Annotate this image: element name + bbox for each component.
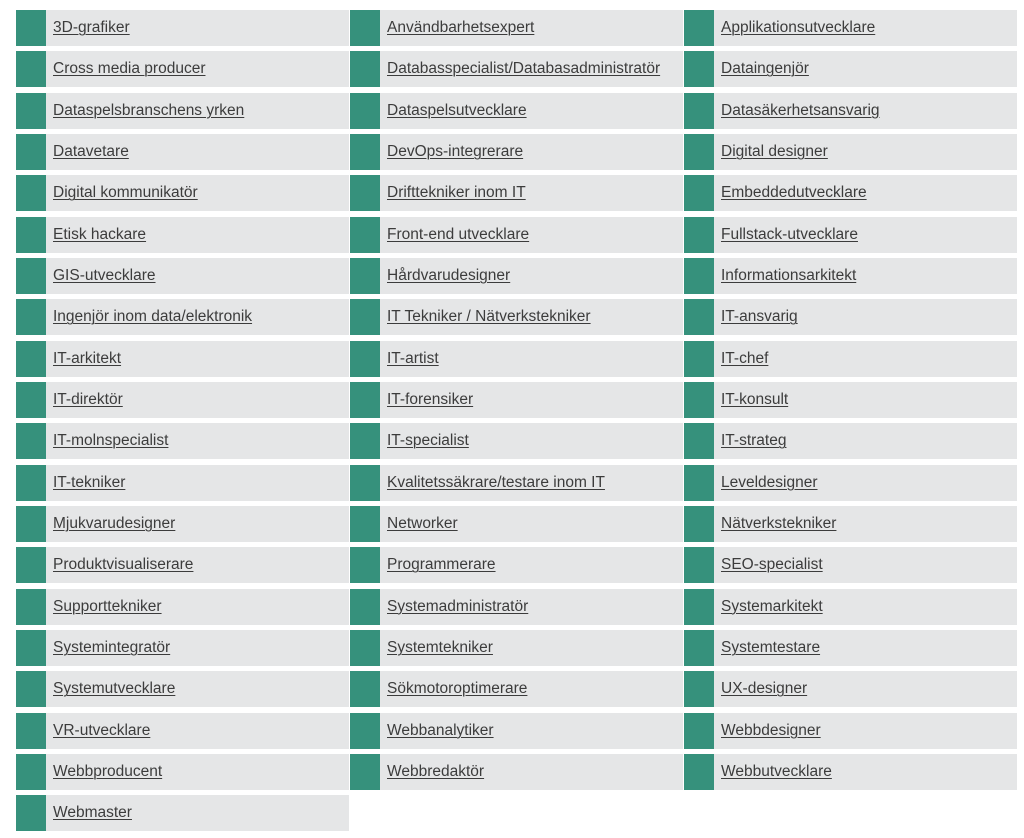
- list-item-box: [16, 713, 349, 749]
- occupation-link[interactable]: Datavetare: [53, 142, 129, 160]
- list-marker-block: [684, 258, 714, 294]
- occupation-list-item[interactable]: [684, 299, 1018, 335]
- occupation-link[interactable]: IT-molnspecialist: [53, 432, 169, 450]
- occupation-link[interactable]: Ingenjör inom data/elektronik: [53, 308, 253, 326]
- list-marker-block: [16, 589, 46, 625]
- list-item-box: [684, 258, 1017, 294]
- list-item-box: [16, 258, 349, 294]
- list-item-box: [350, 217, 683, 253]
- list-item-box: [684, 93, 1017, 129]
- list-item-box: [350, 382, 683, 418]
- list-marker-block: [684, 754, 714, 790]
- list-marker-block: [684, 51, 714, 87]
- occupation-list-item[interactable]: [684, 671, 1018, 707]
- occupation-link[interactable]: Dataspelsutvecklare: [387, 101, 527, 119]
- occupation-list-item[interactable]: [684, 382, 1018, 418]
- occupation-list-item[interactable]: [684, 134, 1018, 170]
- list-marker-block: [350, 93, 380, 129]
- list-item-box: [16, 547, 349, 583]
- occupation-link[interactable]: Systemintegratör: [53, 638, 171, 656]
- list-marker-block: [350, 713, 380, 749]
- occupation-list-item[interactable]: [350, 382, 684, 418]
- occupation-link[interactable]: SEO-specialist: [721, 556, 823, 574]
- list-item-box: [16, 423, 349, 459]
- empty-cell: [684, 795, 1018, 831]
- list-item-box: [684, 630, 1017, 666]
- occupation-link[interactable]: Digital designer: [721, 142, 828, 160]
- occupation-list-item[interactable]: [684, 93, 1018, 129]
- list-item-box: [684, 423, 1017, 459]
- occupation-list-item[interactable]: [684, 341, 1018, 377]
- list-marker-block: [350, 299, 380, 335]
- occupation-link[interactable]: Supporttekniker: [53, 597, 162, 615]
- list-marker-block: [350, 754, 380, 790]
- list-marker-block: [684, 175, 714, 211]
- list-marker-block: [684, 217, 714, 253]
- occupation-list-item[interactable]: [16, 299, 350, 335]
- list-item-box: [684, 134, 1017, 170]
- occupation-link[interactable]: IT-strateg: [721, 432, 787, 450]
- occupation-link[interactable]: Webbproducent: [53, 762, 163, 780]
- occupation-link[interactable]: Systemarkitekt: [721, 597, 823, 615]
- list-marker-block: [684, 671, 714, 707]
- list-item-box: [350, 134, 683, 170]
- list-marker-block: [684, 630, 714, 666]
- list-marker-block: [684, 93, 714, 129]
- occupation-link[interactable]: IT Tekniker / Nätverkstekniker: [387, 308, 591, 326]
- list-item-box: [684, 341, 1017, 377]
- list-item-box: [16, 175, 349, 211]
- list-item-box: [684, 10, 1017, 46]
- list-item-box: [16, 299, 349, 335]
- occupation-link[interactable]: UX-designer: [721, 680, 808, 698]
- occupation-list-item[interactable]: [684, 10, 1018, 46]
- list-item-box: [16, 93, 349, 129]
- list-item-box: [350, 465, 683, 501]
- occupation-link[interactable]: IT-forensiker: [387, 390, 474, 408]
- list-marker-block: [16, 10, 46, 46]
- occupation-link[interactable]: Webbredaktör: [387, 762, 485, 780]
- occupation-link[interactable]: Networker: [387, 514, 458, 532]
- occupation-link[interactable]: Applikationsutvecklare: [721, 19, 876, 36]
- list-item-box: [16, 795, 349, 831]
- occupation-link[interactable]: 3D-grafiker: [53, 19, 130, 36]
- occupation-list-item[interactable]: [350, 630, 684, 666]
- list-marker-block: [16, 299, 46, 335]
- list-item-box: [16, 630, 349, 666]
- list-item-box: [350, 93, 683, 129]
- occupation-link[interactable]: Mjukvarudesigner: [53, 514, 176, 532]
- occupation-list-item[interactable]: [350, 175, 684, 211]
- list-marker-block: [16, 423, 46, 459]
- occupation-link[interactable]: Kvalitetssäkrare/testare inom IT: [387, 473, 605, 491]
- list-marker-block: [16, 217, 46, 253]
- occupation-link[interactable]: Användbarhetsexpert: [387, 19, 535, 36]
- occupation-list-item[interactable]: [350, 10, 684, 46]
- occupation-link[interactable]: Systemtestare: [721, 638, 821, 656]
- list-item-box: [350, 258, 683, 294]
- list-item-box: [684, 465, 1017, 501]
- occupation-list-item[interactable]: [684, 217, 1018, 253]
- list-item-box: [16, 341, 349, 377]
- occupation-link[interactable]: VR-utvecklare: [53, 721, 151, 739]
- occupation-list-item[interactable]: [350, 547, 684, 583]
- list-marker-block: [684, 423, 714, 459]
- occupation-list-item[interactable]: [350, 93, 684, 129]
- occupation-list-item[interactable]: [16, 713, 350, 749]
- occupation-list-item[interactable]: [16, 134, 350, 170]
- list-marker-block: [350, 589, 380, 625]
- list-marker-block: [684, 299, 714, 335]
- list-item-box: [350, 506, 683, 542]
- list-marker-block: [350, 217, 380, 253]
- list-item-box: [350, 175, 683, 211]
- list-item-box: [684, 589, 1017, 625]
- list-marker-block: [684, 713, 714, 749]
- occupation-link[interactable]: IT-arkitekt: [53, 349, 122, 367]
- list-marker-block: [350, 547, 380, 583]
- occupation-link[interactable]: IT-konsult: [721, 390, 789, 408]
- occupation-link[interactable]: Hårdvarudesigner: [387, 266, 511, 284]
- occupation-link[interactable]: Dataingenjör: [721, 60, 809, 78]
- list-marker-block: [684, 341, 714, 377]
- occupation-list-item[interactable]: [350, 258, 684, 294]
- occupation-list-item[interactable]: [16, 795, 350, 831]
- list-item-box: [16, 671, 349, 707]
- occupation-link[interactable]: IT-tekniker: [53, 473, 126, 491]
- occupation-list-item[interactable]: [684, 506, 1018, 542]
- occupation-link[interactable]: Webmaster: [53, 804, 132, 822]
- list-item-box: [684, 671, 1017, 707]
- list-item-box: [350, 671, 683, 707]
- list-marker-block: [350, 465, 380, 501]
- list-marker-block: [350, 10, 380, 46]
- list-item-box: [16, 506, 349, 542]
- occupation-list: [16, 10, 1018, 831]
- occupation-list-item[interactable]: [16, 341, 350, 377]
- occupation-list-item[interactable]: [350, 217, 684, 253]
- occupation-list-item[interactable]: [684, 465, 1018, 501]
- occupation-link[interactable]: Front-end utvecklare: [387, 225, 530, 243]
- list-marker-block: [350, 506, 380, 542]
- occupation-link[interactable]: Webbdesigner: [721, 721, 821, 739]
- list-item-box: [684, 713, 1017, 749]
- list-item-box: [16, 217, 349, 253]
- occupation-link[interactable]: Fullstack-utvecklare: [721, 225, 858, 243]
- occupation-link[interactable]: DevOps-integrerare: [387, 142, 524, 160]
- occupation-list-item[interactable]: [16, 382, 350, 418]
- occupation-link[interactable]: Systemutvecklare: [53, 680, 176, 698]
- list-item-box: [16, 51, 349, 87]
- occupation-link[interactable]: Systemtekniker: [387, 638, 493, 656]
- list-marker-block: [16, 341, 46, 377]
- list-marker-block: [350, 134, 380, 170]
- list-item-box: [350, 423, 683, 459]
- occupation-list-item[interactable]: [16, 671, 350, 707]
- occupation-list-item[interactable]: [350, 51, 684, 87]
- occupation-link[interactable]: Webbanalytiker: [387, 721, 494, 739]
- occupation-list-item[interactable]: [684, 754, 1018, 790]
- occupation-link[interactable]: IT-ansvarig: [721, 308, 798, 326]
- occupation-list-item[interactable]: [684, 630, 1018, 666]
- list-item-box: [16, 382, 349, 418]
- list-marker-block: [350, 258, 380, 294]
- list-item-box: [350, 713, 683, 749]
- occupation-list-item[interactable]: [350, 671, 684, 707]
- occupation-list-item[interactable]: [350, 134, 684, 170]
- list-marker-block: [16, 134, 46, 170]
- list-item-box: [350, 589, 683, 625]
- list-item-box: [16, 589, 349, 625]
- empty-cell: [350, 795, 684, 831]
- occupation-link[interactable]: Systemadministratör: [387, 597, 529, 615]
- list-marker-block: [16, 671, 46, 707]
- list-item-box: [350, 754, 683, 790]
- occupation-list-item[interactable]: [16, 589, 350, 625]
- list-marker-block: [350, 341, 380, 377]
- occupation-list-item[interactable]: [684, 258, 1018, 294]
- occupation-link[interactable]: IT-chef: [721, 349, 769, 367]
- occupation-list-item[interactable]: [684, 547, 1018, 583]
- list-item-box: [16, 465, 349, 501]
- occupation-list-item[interactable]: [16, 93, 350, 129]
- list-item-box: [684, 382, 1017, 418]
- occupation-link[interactable]: Leveldesigner: [721, 473, 818, 491]
- list-item-box: [684, 217, 1017, 253]
- list-item-box: [684, 754, 1017, 790]
- occupation-link[interactable]: Datasäkerhetsansvarig: [721, 101, 880, 119]
- occupation-link[interactable]: Databasspecialist/Databasadministratör: [387, 60, 661, 78]
- occupation-list-item[interactable]: [350, 341, 684, 377]
- occupation-list-item[interactable]: [16, 754, 350, 790]
- list-marker-block: [684, 10, 714, 46]
- occupation-list-item[interactable]: [16, 423, 350, 459]
- list-item-box: [16, 134, 349, 170]
- occupation-list-item[interactable]: [16, 630, 350, 666]
- list-marker-block: [16, 51, 46, 87]
- list-marker-block: [684, 589, 714, 625]
- list-marker-block: [16, 754, 46, 790]
- occupation-list-item[interactable]: [16, 217, 350, 253]
- occupation-list-item[interactable]: [684, 51, 1018, 87]
- occupation-list-item[interactable]: [684, 423, 1018, 459]
- occupation-link[interactable]: Digital kommunikatör: [53, 184, 198, 202]
- occupation-list-item[interactable]: [16, 547, 350, 583]
- list-item-box: [350, 630, 683, 666]
- list-marker-block: [684, 547, 714, 583]
- occupation-list-item[interactable]: [350, 754, 684, 790]
- occupation-list-item[interactable]: [350, 465, 684, 501]
- occupation-link[interactable]: Programmerare: [387, 556, 496, 574]
- list-item-box: [684, 51, 1017, 87]
- list-item-box: [684, 299, 1017, 335]
- list-marker-block: [16, 547, 46, 583]
- occupation-link[interactable]: Cross media producer: [53, 60, 206, 78]
- occupation-list-item[interactable]: [16, 10, 350, 46]
- list-marker-block: [684, 134, 714, 170]
- list-item-box: [350, 341, 683, 377]
- list-marker-block: [16, 175, 46, 211]
- list-marker-block: [684, 465, 714, 501]
- list-item-box: [350, 10, 683, 46]
- list-item-box: [350, 547, 683, 583]
- list-marker-block: [350, 630, 380, 666]
- list-item-box: [16, 10, 349, 46]
- list-marker-block: [350, 382, 380, 418]
- occupation-link[interactable]: Informationsarkitekt: [721, 266, 857, 284]
- list-marker-block: [16, 93, 46, 129]
- list-item-box: [684, 506, 1017, 542]
- list-marker-block: [350, 175, 380, 211]
- occupation-list-item[interactable]: [684, 589, 1018, 625]
- list-item-box: [350, 299, 683, 335]
- list-marker-block: [350, 51, 380, 87]
- occupation-link[interactable]: Produktvisualiserare: [53, 556, 194, 574]
- list-marker-block: [16, 506, 46, 542]
- list-marker-block: [684, 382, 714, 418]
- list-item-box: [684, 175, 1017, 211]
- occupation-link[interactable]: Drifttekniker inom IT: [387, 184, 526, 202]
- occupation-list-item[interactable]: [16, 506, 350, 542]
- occupation-link[interactable]: Nätverkstekniker: [721, 514, 837, 532]
- occupation-list-item[interactable]: [16, 465, 350, 501]
- list-marker-block: [684, 506, 714, 542]
- list-marker-block: [16, 258, 46, 294]
- occupation-link[interactable]: IT-direktör: [53, 390, 123, 408]
- occupation-link[interactable]: IT-artist: [387, 349, 439, 367]
- occupation-link[interactable]: Etisk hackare: [53, 225, 147, 243]
- list-item-box: [350, 51, 683, 87]
- occupation-list-item[interactable]: [16, 258, 350, 294]
- list-marker-block: [16, 713, 46, 749]
- list-marker-block: [350, 423, 380, 459]
- occupation-list-item[interactable]: [350, 589, 684, 625]
- occupation-link[interactable]: Webbutvecklare: [721, 762, 832, 780]
- page-top-edge: [0, 0, 1024, 6]
- occupation-list-item[interactable]: [684, 175, 1018, 211]
- list-item-box: [16, 754, 349, 790]
- occupation-list-item[interactable]: [350, 299, 684, 335]
- list-marker-block: [16, 465, 46, 501]
- occupation-link[interactable]: Embeddedutvecklare: [721, 184, 867, 202]
- occupation-list-item[interactable]: [350, 423, 684, 459]
- occupation-list-item[interactable]: [350, 713, 684, 749]
- occupation-link[interactable]: IT-specialist: [387, 432, 469, 450]
- list-marker-block: [350, 671, 380, 707]
- occupation-link[interactable]: Sökmotoroptimerare: [387, 680, 528, 698]
- list-item-box: [684, 547, 1017, 583]
- occupation-list-item[interactable]: [350, 506, 684, 542]
- list-marker-block: [16, 795, 46, 831]
- occupation-link[interactable]: Dataspelsbranschens yrken: [53, 101, 245, 119]
- occupation-list-item[interactable]: [684, 713, 1018, 749]
- occupation-link[interactable]: GIS-utvecklare: [53, 266, 156, 284]
- occupation-list-item[interactable]: [16, 175, 350, 211]
- list-marker-block: [16, 382, 46, 418]
- occupation-list-item[interactable]: [16, 51, 350, 87]
- list-marker-block: [16, 630, 46, 666]
